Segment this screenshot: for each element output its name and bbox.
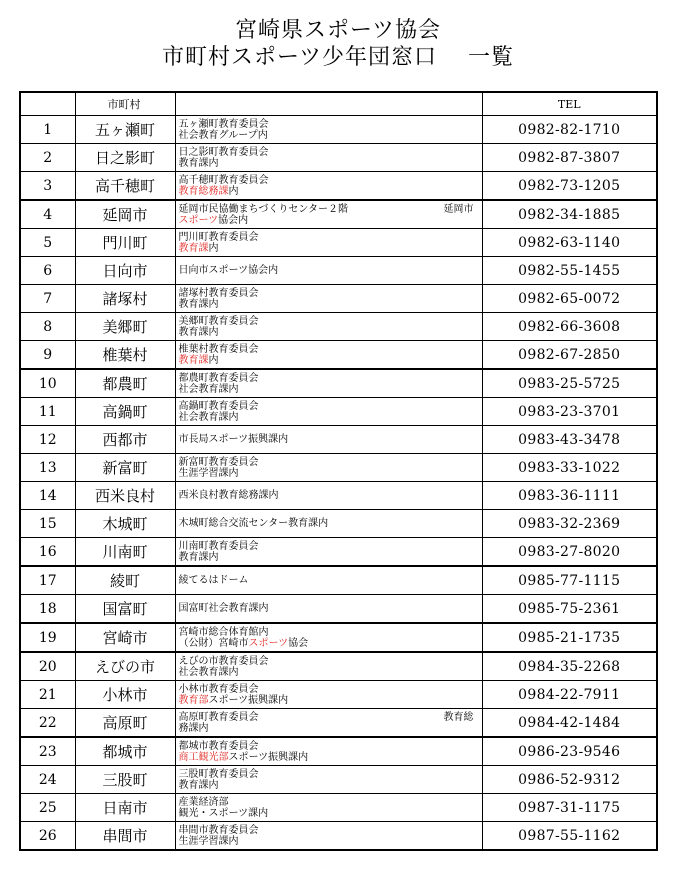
municipality-name: 小林市	[75, 681, 175, 709]
office-text: 社会教育グループ内	[178, 129, 268, 141]
phone-number: 0984-42-1484	[482, 709, 657, 738]
office-line	[179, 468, 482, 479]
office-text-right: 教育総	[443, 711, 474, 723]
office-text: 西米良村教育総務課内	[178, 490, 279, 501]
office-text: 教育課内	[178, 326, 219, 338]
municipality-name: 日之影町	[75, 144, 175, 172]
office-text: 三股町教育委員会	[178, 768, 259, 780]
office-text: 社会教育課内	[178, 383, 239, 395]
office-text: 内	[208, 354, 219, 366]
office-text: 社会教育課内	[178, 411, 239, 423]
office-line	[179, 752, 482, 763]
office-line	[179, 316, 482, 327]
office-text: 小林市教育委員会	[178, 683, 259, 695]
phone-number: 0983-27-8020	[482, 538, 657, 567]
table-row	[20, 341, 657, 370]
phone-number: 0983-36-1111	[482, 482, 657, 510]
office-line	[179, 232, 482, 243]
page-subtitle: 市町村スポーツ少年団窓口 一覧	[161, 45, 515, 70]
office-text: 高鍋町教育委員会	[178, 400, 259, 412]
municipality-name: 美郷町	[75, 313, 175, 341]
office-text: 日之影町教育委員会	[178, 146, 269, 158]
office-cell	[175, 652, 482, 681]
office-line	[179, 401, 482, 412]
office-text: 木城町総合交流センター教育課内	[178, 518, 329, 529]
row-number: 10	[20, 369, 75, 398]
table-row	[20, 313, 657, 341]
office-line	[179, 344, 482, 355]
office-cell	[175, 426, 482, 454]
table-row	[20, 172, 657, 201]
office-line	[179, 490, 482, 501]
office-text: 串間市教育委員会	[178, 824, 259, 836]
office-line	[179, 457, 482, 468]
table-row	[20, 595, 657, 624]
table-row	[20, 794, 657, 822]
municipality-name: 高原町	[75, 709, 175, 738]
office-cell	[175, 341, 482, 370]
row-number: 21	[20, 681, 75, 709]
office-text: 協会内	[218, 214, 249, 226]
office-line	[179, 175, 482, 186]
office-text: 教育課内	[178, 779, 219, 791]
municipality-name: 椎葉村	[75, 341, 175, 370]
row-number: 5	[20, 229, 75, 257]
office-cell	[175, 144, 482, 172]
office-cell	[175, 116, 482, 144]
row-number: 19	[20, 623, 75, 652]
office-line	[179, 299, 482, 310]
municipality-name: 日向市	[75, 257, 175, 285]
page-title: 宮崎県スポーツ協会	[234, 18, 442, 43]
contact-table	[19, 91, 658, 851]
office-cell	[175, 313, 482, 341]
office-cell	[175, 737, 482, 766]
row-number: 12	[20, 426, 75, 454]
row-number: 23	[20, 737, 75, 766]
table-row	[20, 510, 657, 538]
header-municipality: 市町村	[75, 92, 175, 116]
office-text: 諸塚村教育委員会	[178, 287, 259, 299]
office-text: スポーツ振興課内	[228, 751, 309, 763]
row-number: 8	[20, 313, 75, 341]
municipality-name: 新富町	[75, 454, 175, 482]
table-row	[20, 426, 657, 454]
office-line	[179, 373, 482, 384]
municipality-name: 宮崎市	[75, 623, 175, 652]
office-line	[179, 575, 482, 586]
municipality-name: 都農町	[75, 369, 175, 398]
office-text-highlight: スポーツ	[178, 214, 219, 226]
office-cell	[175, 510, 482, 538]
office-cell	[175, 794, 482, 822]
office-text-right: 延岡市	[443, 203, 474, 215]
municipality-name: 西米良村	[75, 482, 175, 510]
office-line	[179, 684, 482, 695]
municipality-name: 串間市	[75, 822, 175, 851]
office-text: 市長局スポーツ振興課内	[178, 434, 289, 445]
row-number: 26	[20, 822, 75, 851]
table-body	[20, 116, 657, 851]
municipality-name: 西都市	[75, 426, 175, 454]
phone-number: 0983-25-5725	[482, 369, 657, 398]
row-number: 17	[20, 566, 75, 595]
row-number: 3	[20, 172, 75, 201]
office-text: 高原町教育委員会	[178, 711, 259, 723]
office-text: 国富町社会教育課内	[178, 603, 269, 614]
table-row	[20, 681, 657, 709]
office-text: 高千穂町教育委員会	[178, 174, 269, 186]
office-text: 美郷町教育委員会	[178, 315, 259, 327]
office-text-highlight: 教育課	[178, 354, 209, 366]
office-cell	[175, 766, 482, 794]
office-line	[179, 288, 482, 299]
header-office	[175, 92, 482, 116]
office-line	[179, 627, 482, 638]
office-text: 務課内	[178, 722, 209, 734]
office-text: 都農町教育委員会	[178, 372, 259, 384]
row-number: 25	[20, 794, 75, 822]
municipality-name: 木城町	[75, 510, 175, 538]
office-cell	[175, 482, 482, 510]
office-cell	[175, 454, 482, 482]
office-text: 門川町教育委員会	[178, 231, 259, 243]
phone-number: 0984-22-7911	[482, 681, 657, 709]
municipality-name: 都城市	[75, 737, 175, 766]
office-text: 内	[228, 185, 239, 197]
phone-number: 0985-21-1735	[482, 623, 657, 652]
phone-number: 0986-52-9312	[482, 766, 657, 794]
municipality-name: 高千穂町	[75, 172, 175, 201]
office-line	[179, 355, 482, 366]
table-row	[20, 398, 657, 426]
phone-number: 0987-55-1162	[482, 822, 657, 851]
header-num	[20, 92, 75, 116]
office-text: 生涯学習課内	[178, 467, 239, 479]
office-text: 宮崎市総合体育館内	[178, 626, 269, 638]
office-text: 綾てるはドーム	[178, 575, 249, 586]
office-cell	[175, 595, 482, 624]
row-number: 22	[20, 709, 75, 738]
municipality-name: 高鍋町	[75, 398, 175, 426]
table-row	[20, 257, 657, 285]
office-line	[179, 797, 482, 808]
phone-number: 0982-34-1885	[482, 200, 657, 229]
office-text: 延岡市民協働まちづくりセンター２階	[178, 203, 348, 215]
row-number: 24	[20, 766, 75, 794]
office-line	[179, 825, 482, 836]
office-text: 教育課内	[178, 551, 219, 563]
office-line	[179, 412, 482, 423]
row-number: 14	[20, 482, 75, 510]
office-text: 内	[208, 242, 219, 254]
municipality-name: 延岡市	[75, 200, 175, 229]
office-line	[179, 119, 482, 130]
row-number: 18	[20, 595, 75, 624]
phone-number: 0984-35-2268	[482, 652, 657, 681]
phone-number: 0983-33-1022	[482, 454, 657, 482]
municipality-name: 綾町	[75, 566, 175, 595]
municipality-name: 三股町	[75, 766, 175, 794]
office-line	[179, 243, 482, 254]
office-cell	[175, 566, 482, 595]
municipality-name: 諸塚村	[75, 285, 175, 313]
row-number: 4	[20, 200, 75, 229]
office-text: 教育課内	[178, 157, 219, 169]
table-row	[20, 538, 657, 567]
office-line	[179, 808, 482, 819]
office-cell	[175, 623, 482, 652]
office-cell	[175, 285, 482, 313]
table-row	[20, 285, 657, 313]
row-number: 1	[20, 116, 75, 144]
phone-number: 0982-67-2850	[482, 341, 657, 370]
office-cell	[175, 709, 482, 738]
office-line	[179, 603, 482, 614]
phone-number: 0982-66-3608	[482, 313, 657, 341]
table-row	[20, 822, 657, 851]
office-line	[179, 836, 482, 847]
office-cell	[175, 369, 482, 398]
header-tel: TEL	[482, 92, 657, 116]
office-line	[179, 541, 482, 552]
office-line	[179, 741, 482, 752]
phone-number: 0985-77-1115	[482, 566, 657, 595]
office-text-highlight: 商工観光部	[178, 751, 229, 763]
office-text: 都城市教育委員会	[178, 740, 259, 752]
phone-number: 0986-23-9546	[482, 737, 657, 766]
row-number: 15	[20, 510, 75, 538]
table-row	[20, 766, 657, 794]
office-text: えびの市教育委員会	[178, 655, 269, 667]
table-row	[20, 652, 657, 681]
table-row	[20, 229, 657, 257]
office-line	[179, 695, 482, 706]
phone-number: 0982-55-1455	[482, 257, 657, 285]
row-number: 20	[20, 652, 75, 681]
row-number: 11	[20, 398, 75, 426]
office-cell	[175, 681, 482, 709]
municipality-name: 国富町	[75, 595, 175, 624]
phone-number: 0983-43-3478	[482, 426, 657, 454]
table-row	[20, 144, 657, 172]
office-cell	[175, 257, 482, 285]
office-text: 産業経済部	[178, 796, 229, 808]
office-text: 椎葉村教育委員会	[178, 343, 259, 355]
office-cell	[175, 538, 482, 567]
phone-number: 0982-63-1140	[482, 229, 657, 257]
table-row	[20, 709, 657, 738]
phone-number: 0982-73-1205	[482, 172, 657, 201]
table-row	[20, 116, 657, 144]
office-text: 生涯学習課内	[178, 835, 239, 847]
office-line	[179, 552, 482, 563]
table-row	[20, 737, 657, 766]
phone-number: 0982-82-1710	[482, 116, 657, 144]
office-line	[179, 147, 482, 158]
office-text: 日向市スポーツ協会内	[178, 265, 279, 276]
office-line	[179, 780, 482, 791]
office-line	[179, 158, 482, 169]
office-text: （公財）宮崎市	[178, 637, 249, 649]
office-line	[179, 769, 482, 780]
table-row	[20, 369, 657, 398]
office-cell	[175, 822, 482, 851]
office-line	[179, 327, 482, 338]
office-text-highlight: スポーツ	[248, 637, 289, 649]
phone-number: 0982-87-3807	[482, 144, 657, 172]
office-line	[179, 667, 482, 678]
office-text: 新富町教育委員会	[178, 456, 259, 468]
office-text: 教育課内	[178, 298, 219, 310]
office-line	[179, 186, 482, 197]
office-line	[179, 130, 482, 141]
office-cell	[175, 398, 482, 426]
header-row	[20, 92, 657, 116]
table-row	[20, 454, 657, 482]
phone-number: 0983-23-3701	[482, 398, 657, 426]
office-text: 川南町教育委員会	[178, 540, 259, 552]
municipality-name: 門川町	[75, 229, 175, 257]
office-line	[179, 638, 482, 649]
office-cell	[175, 172, 482, 201]
office-text: 観光・スポーツ課内	[178, 807, 269, 819]
office-line	[179, 518, 482, 529]
phone-number: 0987-31-1175	[482, 794, 657, 822]
office-line	[179, 204, 482, 215]
office-line	[179, 384, 482, 395]
table-row	[20, 482, 657, 510]
row-number: 16	[20, 538, 75, 567]
row-number: 13	[20, 454, 75, 482]
row-number: 7	[20, 285, 75, 313]
office-line	[179, 712, 482, 723]
office-text: 協会	[288, 637, 309, 649]
municipality-name: 五ヶ瀬町	[75, 116, 175, 144]
office-text: 五ヶ瀬町教育委員会	[178, 118, 269, 130]
office-cell	[175, 200, 482, 229]
phone-number: 0985-75-2361	[482, 595, 657, 624]
table-row	[20, 623, 657, 652]
row-number: 2	[20, 144, 75, 172]
office-text-highlight: 教育部	[178, 694, 209, 706]
row-number: 9	[20, 341, 75, 370]
office-cell	[175, 229, 482, 257]
office-text-highlight: 教育課	[178, 242, 209, 254]
office-text-highlight: 教育総務課	[178, 185, 229, 197]
municipality-name: えびの市	[75, 652, 175, 681]
office-line	[179, 656, 482, 667]
municipality-name: 川南町	[75, 538, 175, 567]
phone-number: 0982-65-0072	[482, 285, 657, 313]
municipality-name: 日南市	[75, 794, 175, 822]
office-text: スポーツ振興課内	[208, 694, 289, 706]
row-number: 6	[20, 257, 75, 285]
office-line	[179, 723, 482, 734]
table-row	[20, 566, 657, 595]
phone-number: 0983-32-2369	[482, 510, 657, 538]
office-line	[179, 215, 482, 226]
table-row	[20, 200, 657, 229]
office-line	[179, 434, 482, 445]
office-text: 社会教育課内	[178, 666, 239, 678]
office-line	[179, 265, 482, 276]
